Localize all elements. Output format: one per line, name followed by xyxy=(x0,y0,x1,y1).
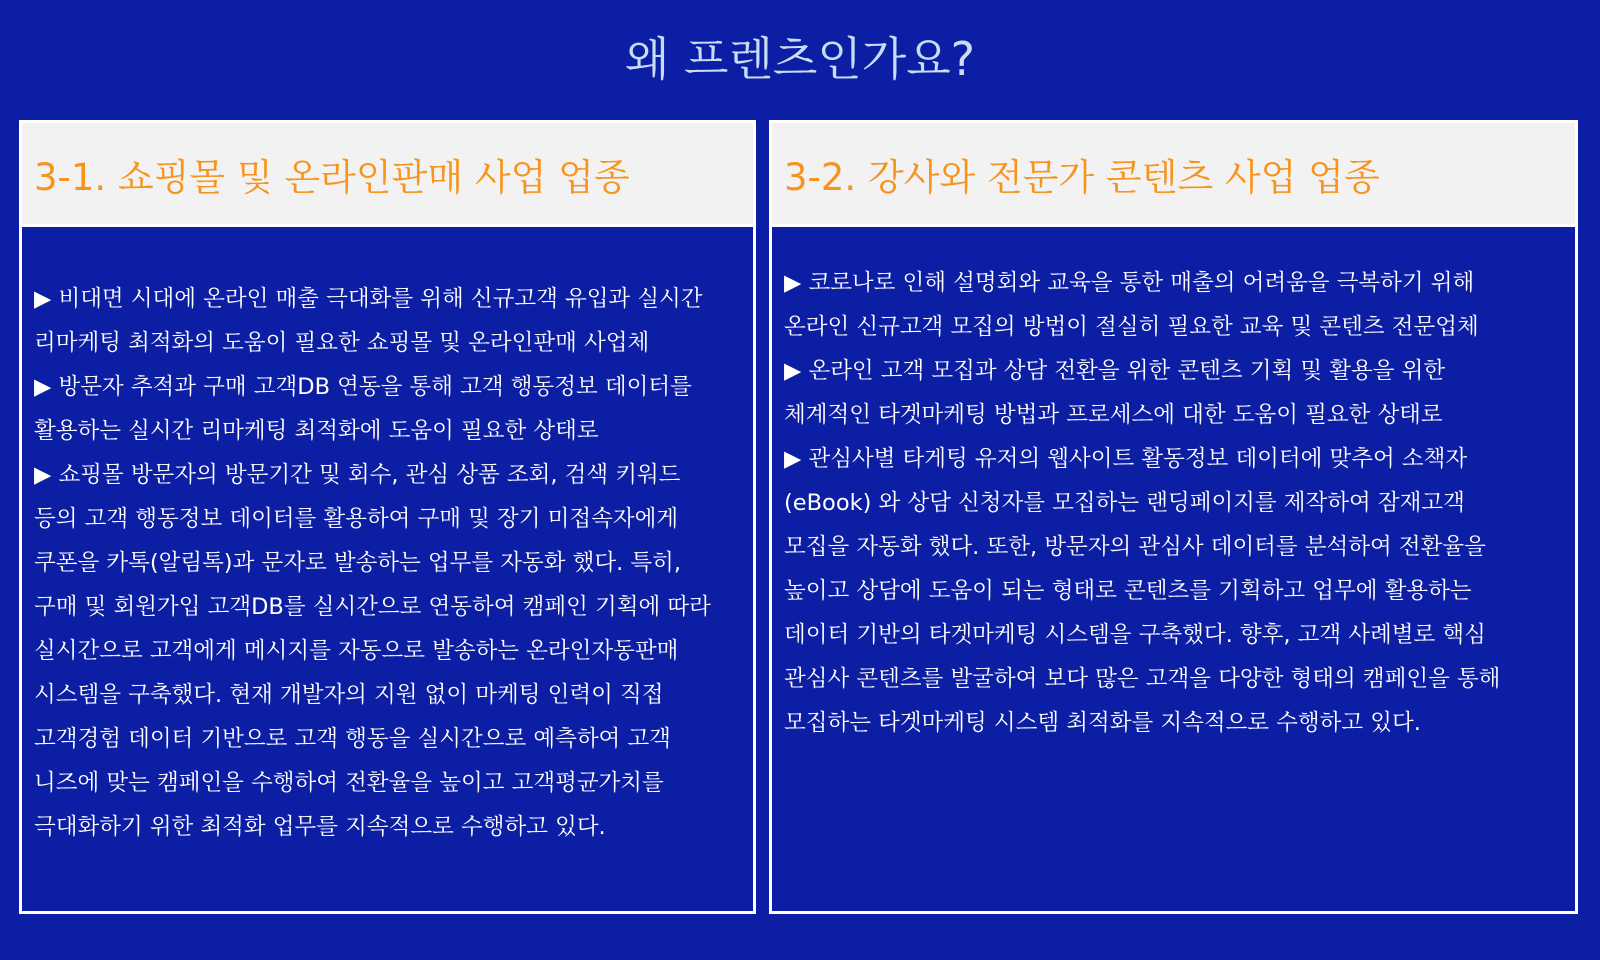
body-line: 구매 및 회원가입 고객DB를 실시간으로 연동하여 캠페인 기획에 따라 xyxy=(34,594,711,620)
body-line: 극대화하기 위한 최적화 업무를 지속적으로 수행하고 있다. xyxy=(34,814,606,840)
body-line: ▶ 코로나로 인해 설명회와 교육을 통한 매출의 어려움을 극복하기 위해 xyxy=(784,270,1475,296)
body-line: 시스템을 구축했다. 현재 개발자의 지원 없이 마케팅 인력이 직접 xyxy=(34,682,664,708)
panel-content-business xyxy=(769,120,1578,914)
body-line: 체계적인 타겟마케팅 방법과 프로세스에 대한 도움이 필요한 상태로 xyxy=(784,402,1443,428)
page-title: 왜 프렌츠인가요? xyxy=(624,32,976,86)
body-line: 리마케팅 최적화의 도움이 필요한 쇼핑몰 및 온라인판매 사업체 xyxy=(34,330,650,356)
body-line: 등의 고객 행동정보 데이터를 활용하여 구매 및 장기 미접속자에게 xyxy=(34,506,679,532)
body-line: (eBook) 와 상담 신청자를 모집하는 랜딩페이지를 제작하여 잠재고객 xyxy=(784,490,1465,516)
body-line: 니즈에 맞는 캠페인을 수행하여 전환율을 높이고 고객평균가치를 xyxy=(34,770,664,796)
panel-heading: 3-1. 쇼핑몰 및 온라인판매 사업 업종 xyxy=(34,155,630,199)
panel-header xyxy=(22,123,753,227)
body-line: ▶ 방문자 추적과 구매 고객DB 연동을 통해 고객 행동정보 데이터를 xyxy=(34,374,692,400)
body-line: ▶ 비대면 시대에 온라인 매출 극대화를 위해 신규고객 유입과 실시간 xyxy=(34,286,703,312)
panel-shopping-mall xyxy=(19,120,756,914)
body-line: 모집을 자동화 했다. 또한, 방문자의 관심사 데이터를 분석하여 전환율을 xyxy=(784,534,1486,560)
body-line: 모집하는 타겟마케팅 시스템 최적화를 지속적으로 수행하고 있다. xyxy=(784,710,1421,736)
panel-body xyxy=(22,227,753,849)
body-line: ▶ 관심사별 타게팅 유저의 웹사이트 활동정보 데이터에 맞추어 소책자 xyxy=(784,446,1468,472)
body-line: 데이터 기반의 타겟마케팅 시스템을 구축했다. 향후, 고객 사례별로 핵심 xyxy=(784,622,1486,648)
panel-header xyxy=(772,123,1575,227)
body-line: 온라인 신규고객 모집의 방법이 절실히 필요한 교육 및 콘텐츠 전문업체 xyxy=(784,314,1479,340)
body-line: 활용하는 실시간 리마케팅 최적화에 도움이 필요한 상태로 xyxy=(34,418,599,444)
body-line: 관심사 콘텐츠를 발굴하여 보다 많은 고객을 다양한 형태의 캠페인을 통해 xyxy=(784,666,1501,692)
panel-heading: 3-2. 강사와 전문가 콘텐츠 사업 업종 xyxy=(784,155,1380,199)
body-line: ▶ 온라인 고객 모집과 상담 전환을 위한 콘텐츠 기획 및 활용을 위한 xyxy=(784,358,1446,384)
body-line: 고객경험 데이터 기반으로 고객 행동을 실시간으로 예측하여 고객 xyxy=(34,726,671,752)
body-line: 실시간으로 고객에게 메시지를 자동으로 발송하는 온라인자동판매 xyxy=(34,638,679,664)
body-line: ▶ 쇼핑몰 방문자의 방문기간 및 회수, 관심 상품 조회, 검색 키워드 xyxy=(34,462,681,488)
panel-body xyxy=(772,227,1575,745)
body-line: 높이고 상담에 도움이 되는 형태로 콘텐츠를 기획하고 업무에 활용하는 xyxy=(784,578,1472,604)
body-line: 쿠폰을 카톡(알림톡)과 문자로 발송하는 업무를 자동화 했다. 특히, xyxy=(34,550,682,576)
